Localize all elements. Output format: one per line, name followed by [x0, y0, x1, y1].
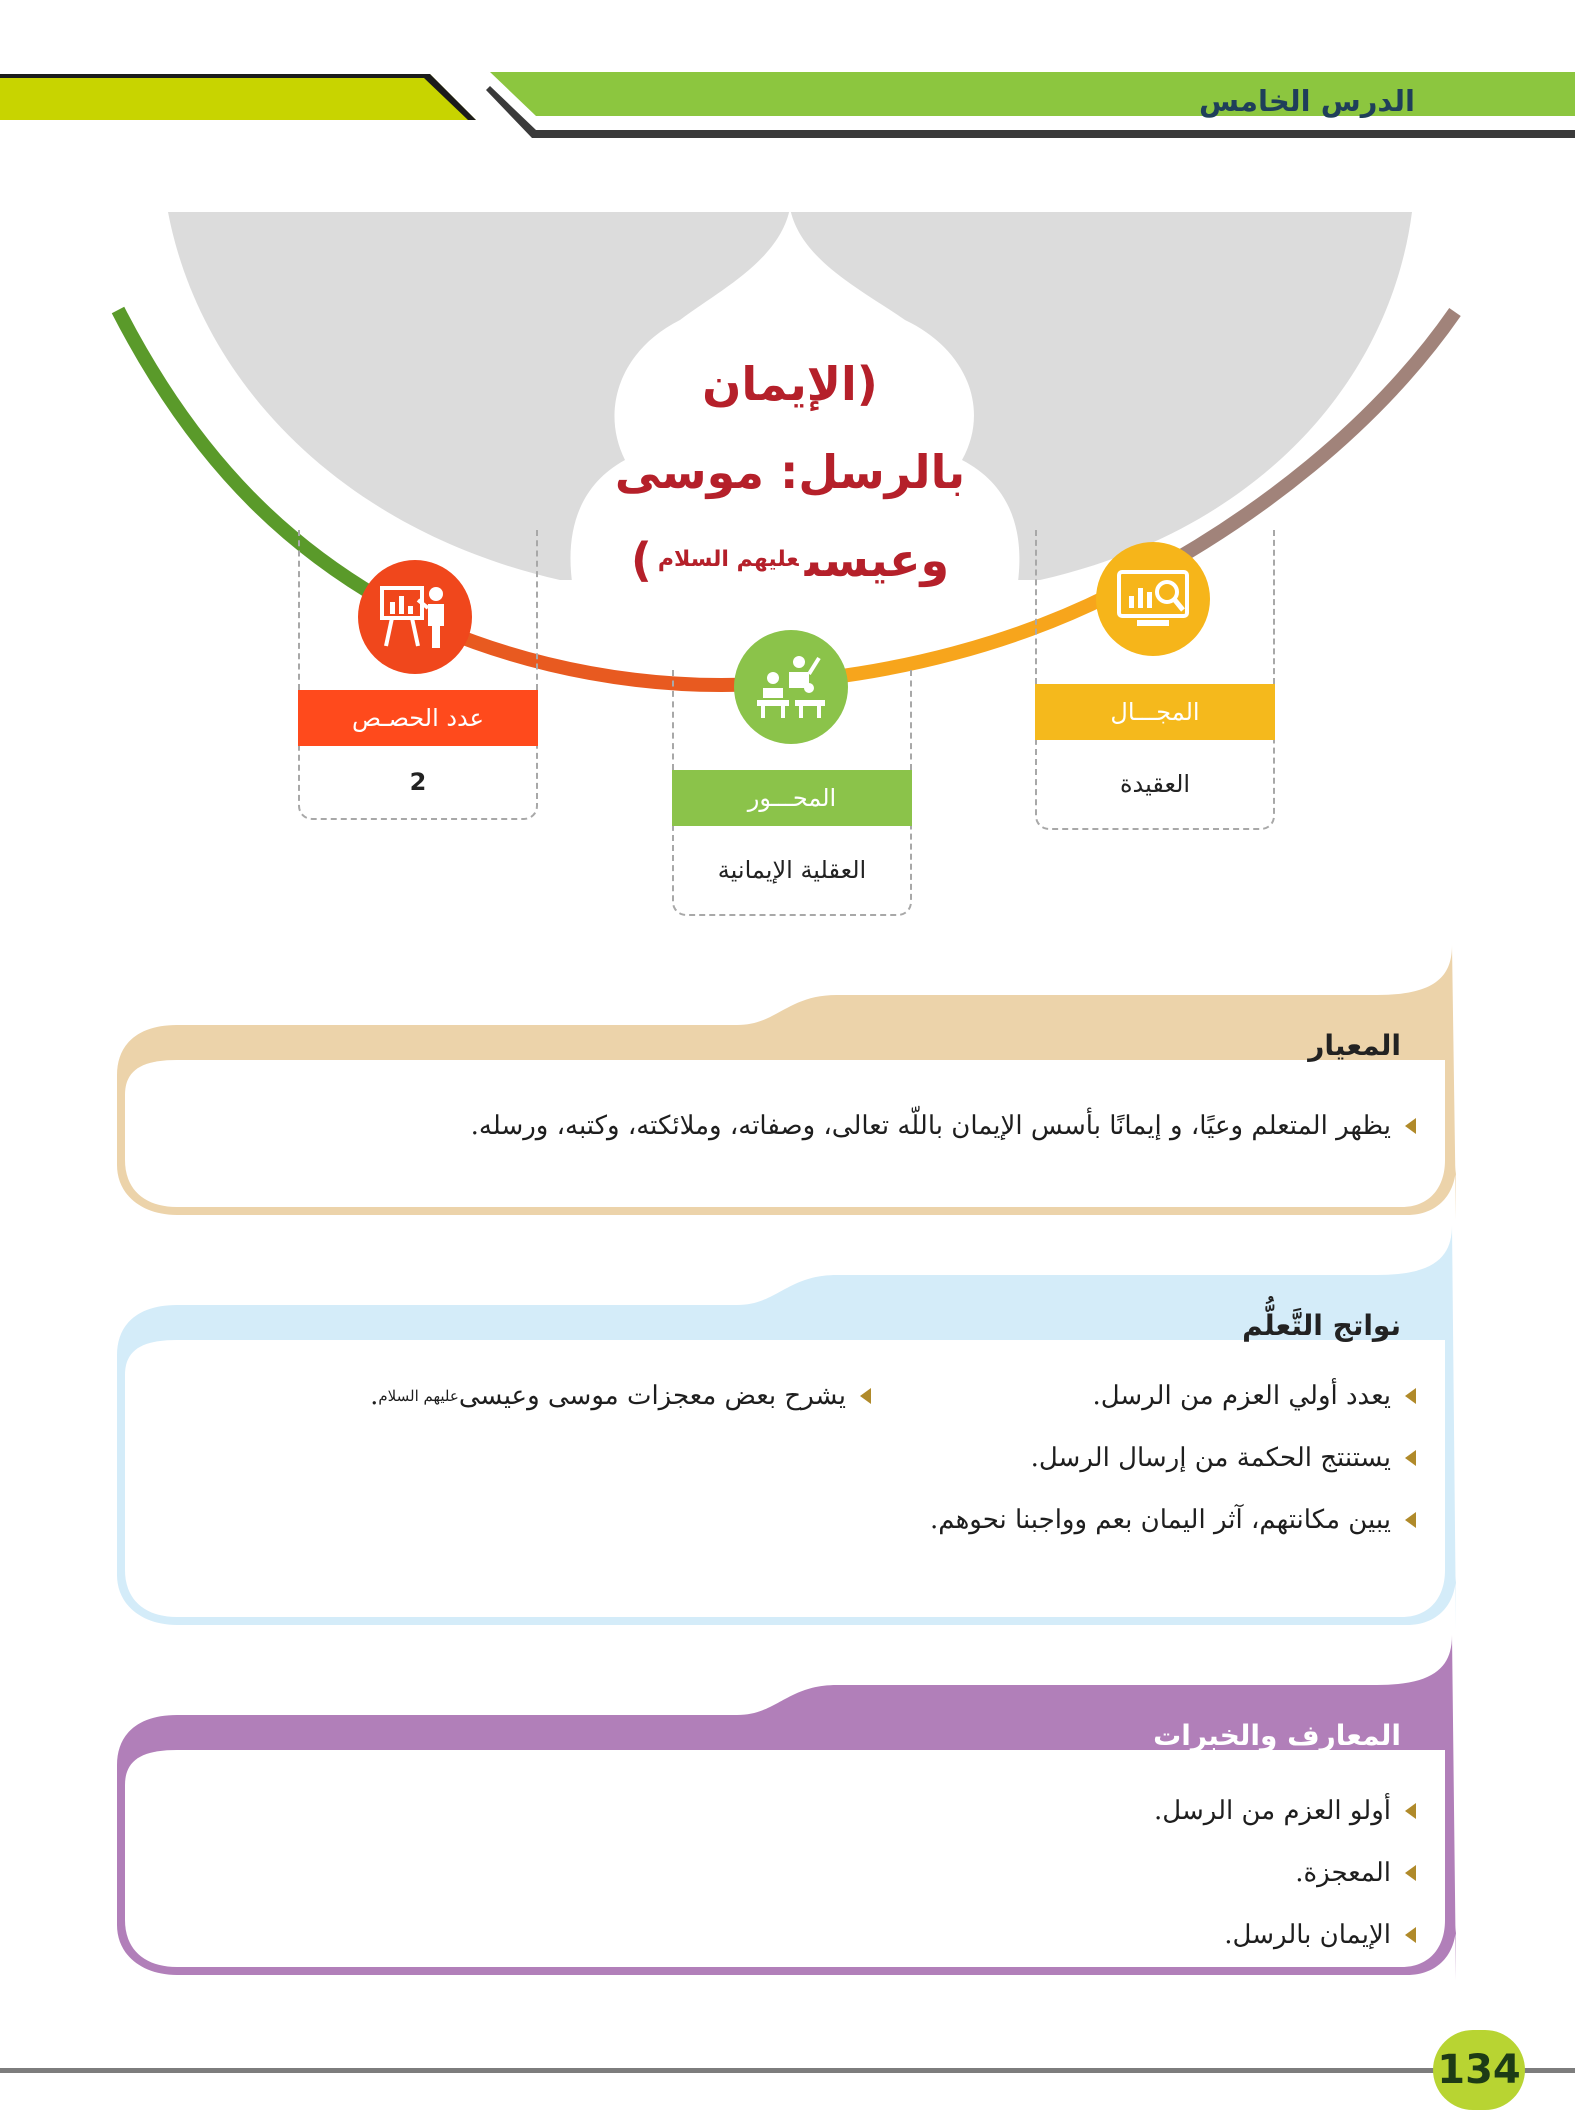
knowledge-item-text: الإيمان بالرسل.: [1224, 1920, 1391, 1950]
periods-card: [298, 690, 538, 820]
axis-card: [672, 770, 912, 916]
lesson-title: [560, 340, 1020, 604]
honorific-text: عليهم السلام: [378, 1387, 459, 1405]
lesson-title-line1: (الإيمان: [702, 357, 878, 411]
bullet-triangle-icon: [1405, 1865, 1416, 1881]
domain-card-label: المجـــال: [1035, 684, 1275, 740]
bullet-triangle-icon: [1405, 1927, 1416, 1943]
knowledge-item-text: المعجزة.: [1295, 1858, 1391, 1888]
periods-card-label: عدد الحصـص: [298, 690, 538, 746]
outcome-item-end: .: [370, 1381, 379, 1411]
list-item: [930, 1365, 1416, 1427]
list-item: [930, 1427, 1416, 1489]
bullet-triangle-icon: [1405, 1512, 1416, 1528]
knowledge-list: [1154, 1780, 1416, 1966]
lesson-label: الدرس الخامس: [1199, 84, 1415, 118]
domain-card-value: العقيدة: [1119, 770, 1191, 798]
list-item: [1154, 1842, 1416, 1904]
lesson-dome-graphic: [0, 200, 1575, 920]
list-item: [1154, 1904, 1416, 1966]
axis-card-label: المحـــور: [672, 770, 912, 826]
outcomes-section: [117, 1225, 1456, 1630]
axis-card-value: العقلية الإيمانية: [717, 856, 867, 884]
outcomes-list-right: [930, 1365, 1416, 1551]
standard-title: المعيار: [1308, 1029, 1401, 1062]
standard-item-text: يظهر المتعلم وعيًا، و إيمانًا بأسس الإيمان باللّه تعالى، وصفاته، وملائكته، وكتبه، ورسله.: [470, 1111, 1391, 1141]
knowledge-item-text: أولو العزم من الرسل.: [1153, 1796, 1391, 1826]
bullet-triangle-icon: [1405, 1803, 1416, 1819]
knowledge-title: المعارف والخبرات: [1153, 1719, 1401, 1752]
bullet-triangle-icon: [1405, 1388, 1416, 1404]
standard-list: [471, 1095, 1416, 1157]
list-item: [370, 1365, 871, 1427]
honorific-text: عليهم السلام: [657, 547, 799, 572]
outcomes-title: نواتج التَّعلُّم: [1242, 1309, 1401, 1342]
lesson-title-line2: بالرسل: موسى: [614, 445, 966, 499]
lesson-title-close: ): [630, 533, 652, 587]
list-item: [930, 1489, 1416, 1551]
presentation-icon: [358, 560, 472, 674]
lesson-title-line3: [560, 516, 1020, 604]
bullet-triangle-icon: [860, 1388, 871, 1404]
outcome-item-text: يبين مكانتهم، آثر اليمان بعم وواجبنا نحوهم.: [930, 1505, 1391, 1535]
footer-divider: [0, 2068, 1575, 2073]
outcome-item-text: يستنتج الحكمة من إرسال الرسل.: [1030, 1443, 1391, 1473]
list-item: [471, 1095, 1416, 1157]
standard-section: [117, 945, 1456, 1220]
lesson-title-line3-text: وعيسى: [804, 533, 950, 587]
outcome-item-text: يعدد أولي العزم من الرسل.: [1092, 1381, 1391, 1411]
outcomes-list-left: [370, 1365, 871, 1427]
outcome-item-text: يشرح بعض معجزات موسى وعيسى: [458, 1381, 846, 1411]
bullet-triangle-icon: [1405, 1118, 1416, 1134]
bullet-triangle-icon: [1405, 1450, 1416, 1466]
periods-card-value: 2: [409, 768, 427, 796]
analytics-icon: [1096, 542, 1210, 656]
classroom-icon: [734, 630, 848, 744]
page-number: 134: [1433, 2030, 1525, 2110]
knowledge-section: [117, 1635, 1456, 1980]
domain-card: [1035, 684, 1275, 830]
list-item: [1154, 1780, 1416, 1842]
